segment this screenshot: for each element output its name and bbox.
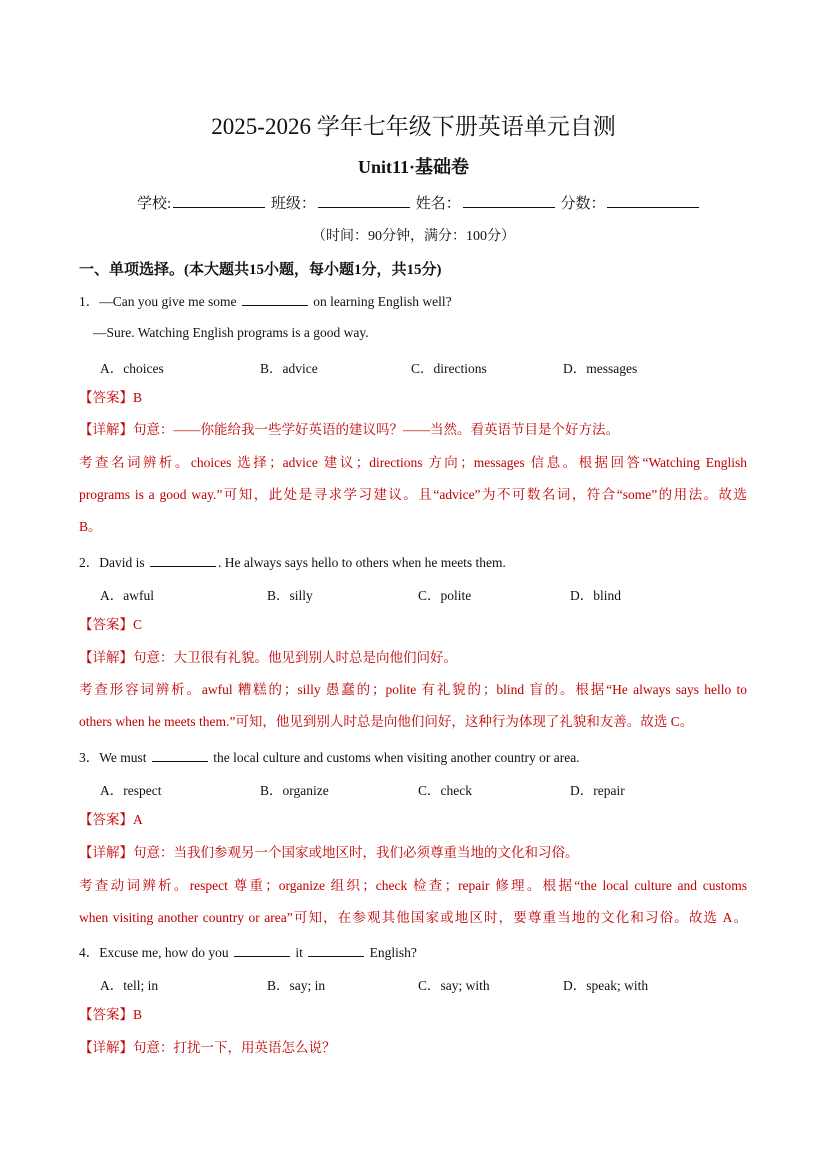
option-d: D．speak; with: [563, 978, 649, 993]
analysis-line: 考查名词辨析。choices 选择；advice 建议；directions 方向；messages 信息。根据回答“Watching English: [79, 455, 747, 470]
answer-blank: [234, 942, 290, 957]
analysis-line: others when he meets them.”可知，他见到别人时总是向他们问好，这种行为体现了礼貌和友善。故选 C。: [79, 714, 694, 729]
analysis-line: programs is a good way.”可知，此处是寻求学习建议。且“advice”为不可数名词，符合“some”的用法。故选: [79, 487, 747, 502]
answer-blank: [242, 291, 308, 306]
question-stem-line2: —Sure. Watching English programs is a good way.: [93, 325, 369, 340]
option-a: A．choices: [100, 361, 164, 376]
section-heading: 一、单项选择。(本大题共15小题，每小题1分，共15分): [79, 262, 442, 278]
answer-blank: [152, 747, 208, 762]
answer: 【答案】A: [79, 812, 143, 827]
option-b: B．advice: [260, 361, 318, 376]
detail: 【详解】句意：——你能给我一些学好英语的建议吗？——当然。看英语节目是个好方法。: [79, 422, 619, 437]
answer-blank: [150, 552, 216, 567]
detail: 【详解】句意：当我们参观另一个国家或地区时，我们必须尊重当地的文化和习俗。: [79, 845, 579, 860]
detail: 【详解】句意：打扰一下，用英语怎么说？: [79, 1040, 336, 1055]
analysis-line: when visiting another country or area”可知，在参观其他国家或地区时，要尊重当地的文化和习俗。故选 A。: [79, 910, 747, 925]
analysis-line: 考查形容词辨析。awful 糟糕的；silly 愚蠢的；polite 有礼貌的；blind 盲的。根据“He always says hello to: [79, 682, 747, 697]
option-a: A．tell; in: [100, 978, 159, 993]
school-blank: [173, 193, 265, 208]
option-b: B．silly: [267, 588, 313, 603]
score-blank: [607, 193, 699, 208]
analysis-line: B。: [79, 519, 102, 534]
option-c: C．polite: [418, 588, 472, 603]
class-blank: [318, 193, 410, 208]
option-d: D．repair: [570, 783, 625, 798]
analysis-line: 考查动词辨析。respect 尊重；organize 组织；check 检查；repair 修理。根据“the local culture and customs: [79, 878, 747, 893]
document-title: 2025-2026 学年七年级下册英语单元自测: [211, 114, 616, 139]
name-blank: [463, 193, 555, 208]
score-label: 分数：: [560, 196, 606, 212]
question-stem: 4．Excuse me, how do you it English?: [79, 942, 417, 962]
option-b: B．say; in: [267, 978, 326, 993]
option-d: D．messages: [563, 361, 638, 376]
answer: 【答案】B: [79, 1007, 143, 1022]
option-c: C．check: [418, 783, 472, 798]
answer-blank: [308, 942, 364, 957]
option-a: A．respect: [100, 783, 162, 798]
name-label: 姓名：: [415, 196, 461, 212]
question-stem: 1．—Can you give me some on learning English well?: [79, 291, 452, 311]
option-a: A．awful: [100, 588, 154, 603]
answer: 【答案】C: [79, 617, 143, 632]
option-d: D．blind: [570, 588, 622, 603]
school-label: 学校:: [137, 196, 172, 212]
question-stem: 3．We must the local culture and customs when visiting another country or area.: [79, 747, 580, 767]
class-label: 班级：: [270, 196, 316, 212]
document-subtitle: Unit11·基础卷: [357, 157, 469, 177]
answer: 【答案】B: [79, 390, 143, 405]
student-info-line: [137, 192, 701, 213]
time-note: （时间：90分钟，满分：100分）: [312, 229, 515, 244]
detail: 【详解】句意：大卫很有礼貌。他见到别人时总是向他们问好。: [79, 650, 457, 665]
option-b: B．organize: [260, 783, 329, 798]
option-c: C．directions: [411, 361, 487, 376]
question-stem: 2．David is . He always says hello to others when he meets them.: [79, 552, 506, 572]
option-c: C．say; with: [418, 978, 490, 993]
